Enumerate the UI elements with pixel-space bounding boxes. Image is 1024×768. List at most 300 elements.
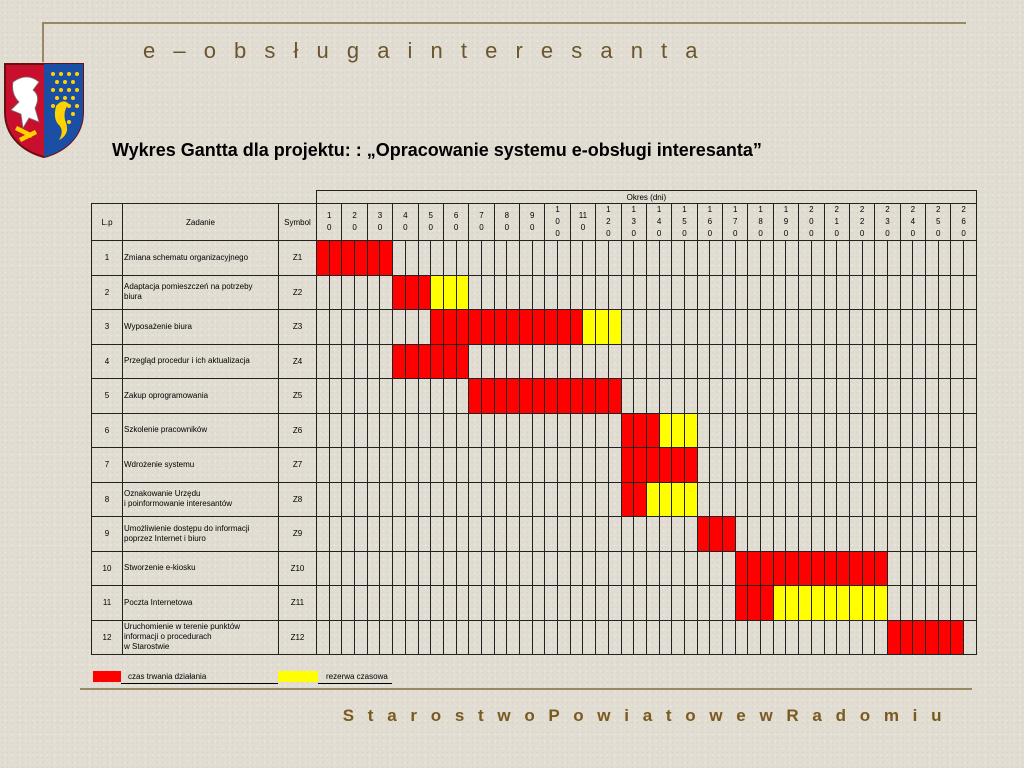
empty-cell — [786, 517, 799, 552]
empty-cell — [849, 448, 862, 483]
empty-cell — [684, 241, 697, 276]
empty-cell — [608, 517, 621, 552]
empty-cell — [799, 379, 812, 414]
reserve-bar-cell — [672, 482, 685, 517]
empty-cell — [469, 241, 482, 276]
empty-cell — [938, 551, 951, 586]
empty-cell — [913, 241, 926, 276]
empty-cell — [684, 586, 697, 621]
empty-cell — [558, 241, 571, 276]
empty-cell — [418, 379, 431, 414]
empty-cell — [951, 310, 964, 345]
empty-cell — [672, 344, 685, 379]
tick-label-250: 250 — [926, 204, 951, 241]
duration-bar-cell — [558, 310, 571, 345]
empty-cell — [875, 344, 888, 379]
empty-cell — [849, 241, 862, 276]
empty-cell — [545, 344, 558, 379]
empty-cell — [456, 241, 469, 276]
empty-cell — [342, 448, 355, 483]
empty-cell — [811, 448, 824, 483]
duration-bar-cell — [761, 586, 774, 621]
empty-cell — [659, 620, 672, 655]
empty-cell — [926, 482, 939, 517]
empty-cell — [900, 379, 913, 414]
empty-cell — [355, 275, 368, 310]
empty-cell — [887, 551, 900, 586]
tick-label-120: 120 — [596, 204, 621, 241]
duration-bar-cell — [926, 620, 939, 655]
empty-cell — [545, 586, 558, 621]
empty-cell — [380, 551, 393, 586]
empty-cell — [951, 448, 964, 483]
duration-bar-cell — [748, 586, 761, 621]
empty-cell — [672, 517, 685, 552]
duration-bar-cell — [634, 413, 647, 448]
empty-cell — [596, 551, 609, 586]
empty-cell — [748, 379, 761, 414]
empty-cell — [520, 586, 533, 621]
empty-cell — [951, 344, 964, 379]
empty-cell — [367, 586, 380, 621]
empty-cell — [761, 482, 774, 517]
empty-cell — [469, 551, 482, 586]
coat-of-arms-logo — [3, 60, 85, 158]
empty-cell — [507, 586, 520, 621]
empty-cell — [329, 620, 342, 655]
duration-bar-cell — [634, 448, 647, 483]
empty-cell — [964, 517, 977, 552]
empty-cell — [875, 275, 888, 310]
empty-cell — [887, 241, 900, 276]
task-symbol: Z11 — [279, 586, 317, 621]
empty-cell — [710, 586, 723, 621]
empty-cell — [938, 275, 951, 310]
empty-cell — [317, 344, 330, 379]
task-lp: 8 — [92, 482, 123, 517]
task-symbol: Z10 — [279, 551, 317, 586]
duration-bar-cell — [342, 241, 355, 276]
empty-cell — [951, 379, 964, 414]
duration-bar-cell — [481, 310, 494, 345]
empty-cell — [862, 620, 875, 655]
empty-cell — [900, 310, 913, 345]
empty-cell — [481, 517, 494, 552]
empty-cell — [964, 241, 977, 276]
empty-cell — [317, 551, 330, 586]
empty-cell — [710, 275, 723, 310]
empty-cell — [329, 310, 342, 345]
empty-cell — [532, 620, 545, 655]
empty-cell — [697, 344, 710, 379]
empty-cell — [811, 379, 824, 414]
empty-cell — [342, 413, 355, 448]
empty-cell — [367, 448, 380, 483]
empty-cell — [634, 310, 647, 345]
duration-bar-cell — [900, 620, 913, 655]
empty-cell — [317, 620, 330, 655]
empty-cell — [481, 482, 494, 517]
duration-bar-cell — [938, 620, 951, 655]
gantt-table — [91, 190, 977, 655]
tick-label-80: 80 — [494, 204, 519, 241]
duration-bar-cell — [520, 310, 533, 345]
empty-cell — [608, 620, 621, 655]
empty-cell — [951, 275, 964, 310]
empty-cell — [659, 551, 672, 586]
empty-cell — [443, 241, 456, 276]
task-header: Zadanie — [123, 204, 279, 241]
empty-cell — [875, 448, 888, 483]
empty-cell — [926, 551, 939, 586]
empty-cell — [405, 551, 418, 586]
tick-label-210: 210 — [824, 204, 849, 241]
reserve-bar-cell — [672, 413, 685, 448]
empty-cell — [520, 482, 533, 517]
duration-bar-cell — [672, 448, 685, 483]
duration-bar-cell — [456, 310, 469, 345]
empty-cell — [913, 448, 926, 483]
empty-cell — [672, 379, 685, 414]
task-row — [92, 379, 977, 414]
empty-cell — [799, 482, 812, 517]
empty-cell — [900, 517, 913, 552]
empty-cell — [735, 344, 748, 379]
empty-cell — [380, 448, 393, 483]
empty-cell — [507, 344, 520, 379]
tick-label-180: 180 — [748, 204, 773, 241]
empty-cell — [317, 482, 330, 517]
reserve-bar-cell — [646, 482, 659, 517]
empty-cell — [938, 413, 951, 448]
empty-cell — [596, 413, 609, 448]
empty-cell — [317, 310, 330, 345]
empty-cell — [786, 620, 799, 655]
empty-cell — [710, 448, 723, 483]
empty-cell — [900, 586, 913, 621]
duration-bar-cell — [380, 241, 393, 276]
empty-cell — [748, 310, 761, 345]
empty-cell — [697, 413, 710, 448]
tick-label-10: 10 — [317, 204, 342, 241]
empty-cell — [723, 275, 736, 310]
task-lp: 5 — [92, 379, 123, 414]
duration-bar-cell — [862, 551, 875, 586]
empty-cell — [507, 517, 520, 552]
empty-cell — [507, 448, 520, 483]
empty-cell — [887, 344, 900, 379]
empty-cell — [558, 344, 571, 379]
empty-cell — [418, 448, 431, 483]
empty-cell — [507, 551, 520, 586]
empty-cell — [494, 413, 507, 448]
empty-cell — [875, 310, 888, 345]
duration-bar-cell — [786, 551, 799, 586]
empty-cell — [773, 275, 786, 310]
reserve-bar-cell — [659, 413, 672, 448]
empty-cell — [659, 344, 672, 379]
duration-bar-cell — [443, 344, 456, 379]
duration-bar-cell — [545, 310, 558, 345]
empty-cell — [355, 310, 368, 345]
empty-cell — [964, 620, 977, 655]
empty-cell — [532, 517, 545, 552]
duration-bar-cell — [355, 241, 368, 276]
tick-label-50: 50 — [418, 204, 443, 241]
empty-cell — [761, 413, 774, 448]
empty-cell — [824, 482, 837, 517]
task-name: Oznakowanie Urzędu i poinformowanie interesantów — [123, 482, 279, 517]
empty-cell — [405, 413, 418, 448]
empty-cell — [367, 551, 380, 586]
empty-cell — [405, 517, 418, 552]
empty-cell — [570, 517, 583, 552]
empty-cell — [621, 310, 634, 345]
empty-cell — [913, 275, 926, 310]
empty-cell — [367, 344, 380, 379]
empty-cell — [875, 482, 888, 517]
empty-cell — [811, 310, 824, 345]
empty-cell — [684, 517, 697, 552]
empty-cell — [317, 517, 330, 552]
empty-cell — [558, 551, 571, 586]
empty-cell — [875, 517, 888, 552]
tick-label-260: 260 — [951, 204, 976, 241]
reserve-bar-cell — [583, 310, 596, 345]
legend-label-duration: czas trwania działania — [128, 672, 207, 681]
empty-cell — [697, 448, 710, 483]
reserve-bar-cell — [811, 586, 824, 621]
empty-cell — [875, 379, 888, 414]
empty-cell — [862, 275, 875, 310]
empty-cell — [596, 620, 609, 655]
empty-cell — [735, 482, 748, 517]
footer-rule — [80, 688, 972, 690]
empty-cell — [684, 344, 697, 379]
tick-label-230: 230 — [875, 204, 900, 241]
empty-cell — [418, 482, 431, 517]
empty-cell — [659, 517, 672, 552]
empty-cell — [684, 379, 697, 414]
empty-cell — [456, 448, 469, 483]
duration-bar-cell — [570, 310, 583, 345]
reserve-bar-cell — [849, 586, 862, 621]
empty-cell — [672, 275, 685, 310]
empty-cell — [355, 482, 368, 517]
empty-cell — [494, 517, 507, 552]
empty-cell — [469, 413, 482, 448]
empty-cell — [799, 517, 812, 552]
empty-cell — [583, 551, 596, 586]
empty-cell — [938, 482, 951, 517]
empty-cell — [761, 241, 774, 276]
reserve-bar-cell — [875, 586, 888, 621]
empty-cell — [837, 620, 850, 655]
empty-cell — [355, 620, 368, 655]
empty-cell — [837, 275, 850, 310]
empty-cell — [355, 551, 368, 586]
empty-cell — [405, 310, 418, 345]
empty-cell — [520, 551, 533, 586]
empty-cell — [811, 413, 824, 448]
empty-cell — [431, 620, 444, 655]
empty-cell — [431, 241, 444, 276]
empty-cell — [887, 448, 900, 483]
empty-cell — [723, 551, 736, 586]
duration-bar-cell — [507, 310, 520, 345]
tick-label-100: 100 — [545, 204, 570, 241]
task-row — [92, 241, 977, 276]
empty-cell — [342, 482, 355, 517]
empty-cell — [900, 413, 913, 448]
empty-cell — [634, 586, 647, 621]
empty-cell — [862, 379, 875, 414]
task-lp: 6 — [92, 413, 123, 448]
empty-cell — [811, 275, 824, 310]
duration-bar-cell — [849, 551, 862, 586]
empty-cell — [583, 517, 596, 552]
empty-cell — [608, 551, 621, 586]
empty-cell — [469, 275, 482, 310]
task-lp: 10 — [92, 551, 123, 586]
empty-cell — [849, 482, 862, 517]
empty-cell — [532, 482, 545, 517]
empty-cell — [494, 620, 507, 655]
reserve-bar-cell — [456, 275, 469, 310]
duration-bar-cell — [710, 517, 723, 552]
empty-cell — [773, 310, 786, 345]
task-name: Poczta Internetowa — [123, 586, 279, 621]
empty-cell — [367, 482, 380, 517]
empty-cell — [913, 482, 926, 517]
empty-cell — [672, 551, 685, 586]
empty-cell — [926, 517, 939, 552]
empty-cell — [799, 275, 812, 310]
duration-bar-cell — [621, 413, 634, 448]
empty-cell — [583, 482, 596, 517]
empty-cell — [583, 413, 596, 448]
empty-cell — [926, 379, 939, 414]
empty-cell — [507, 482, 520, 517]
empty-cell — [545, 551, 558, 586]
duration-bar-cell — [646, 448, 659, 483]
empty-cell — [875, 241, 888, 276]
empty-cell — [735, 413, 748, 448]
duration-bar-cell — [634, 482, 647, 517]
empty-cell — [761, 310, 774, 345]
empty-cell — [469, 448, 482, 483]
empty-cell — [596, 517, 609, 552]
empty-cell — [443, 482, 456, 517]
empty-cell — [481, 586, 494, 621]
empty-cell — [532, 448, 545, 483]
empty-cell — [418, 586, 431, 621]
tick-label-170: 170 — [723, 204, 748, 241]
task-symbol: Z1 — [279, 241, 317, 276]
duration-bar-cell — [570, 379, 583, 414]
empty-cell — [735, 517, 748, 552]
empty-cell — [672, 620, 685, 655]
task-symbol: Z7 — [279, 448, 317, 483]
empty-cell — [380, 379, 393, 414]
empty-cell — [621, 517, 634, 552]
empty-cell — [748, 482, 761, 517]
empty-cell — [456, 517, 469, 552]
empty-cell — [862, 413, 875, 448]
empty-cell — [418, 620, 431, 655]
empty-cell — [443, 586, 456, 621]
empty-cell — [570, 620, 583, 655]
empty-cell — [405, 448, 418, 483]
empty-cell — [329, 275, 342, 310]
empty-cell — [887, 379, 900, 414]
empty-cell — [431, 482, 444, 517]
duration-bar-cell — [431, 344, 444, 379]
empty-cell — [507, 620, 520, 655]
tick-label-110: 110 — [570, 204, 595, 241]
empty-cell — [697, 379, 710, 414]
task-name: Adaptacja pomieszczeń na potrzeby biura — [123, 275, 279, 310]
empty-cell — [723, 413, 736, 448]
empty-cell — [570, 344, 583, 379]
header-rule-left — [42, 22, 44, 62]
empty-cell — [723, 482, 736, 517]
empty-cell — [545, 448, 558, 483]
empty-cell — [913, 310, 926, 345]
empty-cell — [329, 379, 342, 414]
empty-cell — [862, 241, 875, 276]
empty-cell — [329, 344, 342, 379]
empty-cell — [558, 275, 571, 310]
empty-cell — [405, 482, 418, 517]
empty-cell — [684, 620, 697, 655]
empty-cell — [684, 310, 697, 345]
empty-cell — [329, 517, 342, 552]
task-lp: 4 — [92, 344, 123, 379]
empty-cell — [964, 448, 977, 483]
task-lp: 11 — [92, 586, 123, 621]
empty-cell — [672, 310, 685, 345]
empty-cell — [900, 482, 913, 517]
empty-cell — [748, 344, 761, 379]
empty-cell — [443, 413, 456, 448]
empty-cell — [570, 275, 583, 310]
empty-cell — [596, 344, 609, 379]
empty-cell — [735, 620, 748, 655]
empty-cell — [799, 241, 812, 276]
empty-cell — [520, 620, 533, 655]
duration-bar-cell — [824, 551, 837, 586]
empty-cell — [456, 551, 469, 586]
empty-cell — [329, 448, 342, 483]
empty-cell — [317, 275, 330, 310]
tick-label-140: 140 — [646, 204, 671, 241]
header-rule — [44, 22, 966, 24]
empty-cell — [418, 413, 431, 448]
empty-cell — [355, 344, 368, 379]
duration-bar-cell — [405, 275, 418, 310]
empty-cell — [545, 620, 558, 655]
empty-cell — [532, 275, 545, 310]
empty-cell — [811, 482, 824, 517]
empty-cell — [355, 448, 368, 483]
empty-cell — [786, 241, 799, 276]
empty-cell — [367, 413, 380, 448]
slide-subtitle: e – o b s ł u g a i n t e r e s a n t a — [143, 38, 704, 63]
empty-cell — [570, 241, 583, 276]
empty-cell — [849, 379, 862, 414]
duration-bar-cell — [469, 379, 482, 414]
